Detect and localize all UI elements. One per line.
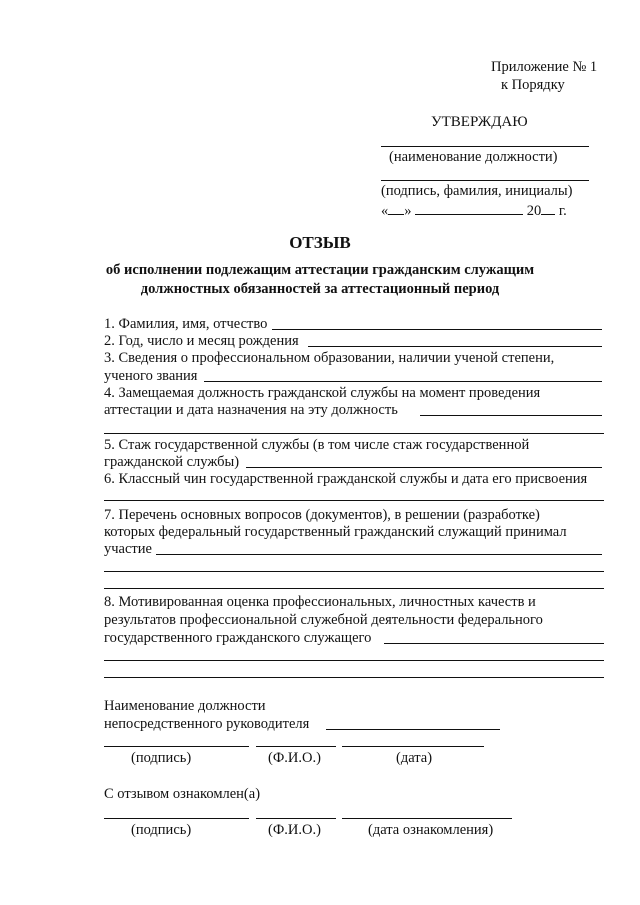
item-4-extra-line [104,433,604,434]
date-open-quote: « [381,203,389,219]
item-7-label-line1: 7. Перечень основных вопросов (документов), в решении (разработке) [104,507,540,523]
approval-date [381,201,567,220]
supervisor-line1: Наименование должности [104,698,266,714]
acquainted-name-caption: (Ф.И.О.) [268,822,321,838]
item-5-label-line2: гражданской службы) [104,454,240,470]
item-1-fill-line [272,329,602,330]
date-close-quote: » [404,203,412,219]
acquainted-signature-line [104,818,249,819]
item-8-label-line1: 8. Мотивированная оценка профессиональных, личностных качеств и [104,594,536,610]
item-4-label-line1: 4. Замещаемая должность гражданской службы на момент проведения [104,385,541,401]
acquainted-signature-caption: (подпись) [131,822,192,838]
acquainted-date-line [342,818,512,819]
item-8-fill-line [384,643,604,644]
date-year: 20 [526,203,542,219]
item-3-fill-line [204,381,602,382]
item-6-label: 6. Классный чин государственной гражданской службы и дата его присвоения [104,471,588,487]
item-8-label-line3: государственного гражданского служащего [104,630,372,646]
item-2-label: 2. Год, число и месяц рождения [104,333,299,349]
document-subtitle-line1: об исполнении подлежащим аттестации гражданским служащим [105,262,535,278]
supervisor-name-line [256,746,336,747]
supervisor-name-caption: (Ф.И.О.) [268,750,321,766]
appendix-reference: к Порядку [501,77,565,93]
item-7-fill-line [156,554,602,555]
item-5-fill-line [246,467,602,468]
approval-position-line [381,146,589,147]
date-day-blank [388,201,404,215]
item-3-label-line1: 3. Сведения о профессиональном образовании, наличии ученой степени, [104,350,555,366]
document-title: ОТЗЫВ [289,233,351,252]
item-5-label-line1: 5. Стаж государственной службы (в том числе стаж государственной [104,437,530,453]
acquainted-label: С отзывом ознакомлен(а) [104,786,261,802]
supervisor-position-line [326,729,500,730]
document-subtitle-line2: должностных обязанностей за аттестационный период [140,281,500,297]
approval-signature-caption: (подпись, фамилия, инициалы) [381,183,573,199]
item-8-extra-line-2 [104,677,604,678]
item-8-extra-line-1 [104,660,604,661]
acquainted-name-line [256,818,336,819]
item-7-label-line3: участие [104,541,152,557]
date-year-blank [541,201,555,215]
item-7-label-line2: которых федеральный государственный гражданский служащий принимал [104,524,567,540]
supervisor-signature-caption: (подпись) [131,750,192,766]
approval-signature-line [381,180,589,181]
item-7-extra-line-1 [104,571,604,572]
approval-position-caption: (наименование должности) [389,149,558,165]
appendix-number: Приложение № 1 [491,59,598,75]
supervisor-date-line [342,746,484,747]
item-4-label-line2: аттестации и дата назначения на эту должность [104,402,398,418]
item-6-fill-line [104,500,604,501]
date-month-blank [415,201,523,215]
acquainted-date-caption: (дата ознакомления) [368,822,494,838]
item-2-fill-line [308,346,602,347]
supervisor-signature-line [104,746,249,747]
item-1-label: 1. Фамилия, имя, отчество [104,316,268,332]
approval-heading: УТВЕРЖДАЮ [431,114,528,130]
date-suffix: г. [558,203,567,219]
item-8-label-line2: результатов профессиональной служебной деятельности федерального [104,612,543,628]
supervisor-line2: непосредственного руководителя [104,716,310,732]
item-4-fill-line [420,415,602,416]
item-3-label-line2: ученого звания [104,368,198,384]
supervisor-date-caption: (дата) [396,750,433,766]
item-7-extra-line-2 [104,588,604,589]
